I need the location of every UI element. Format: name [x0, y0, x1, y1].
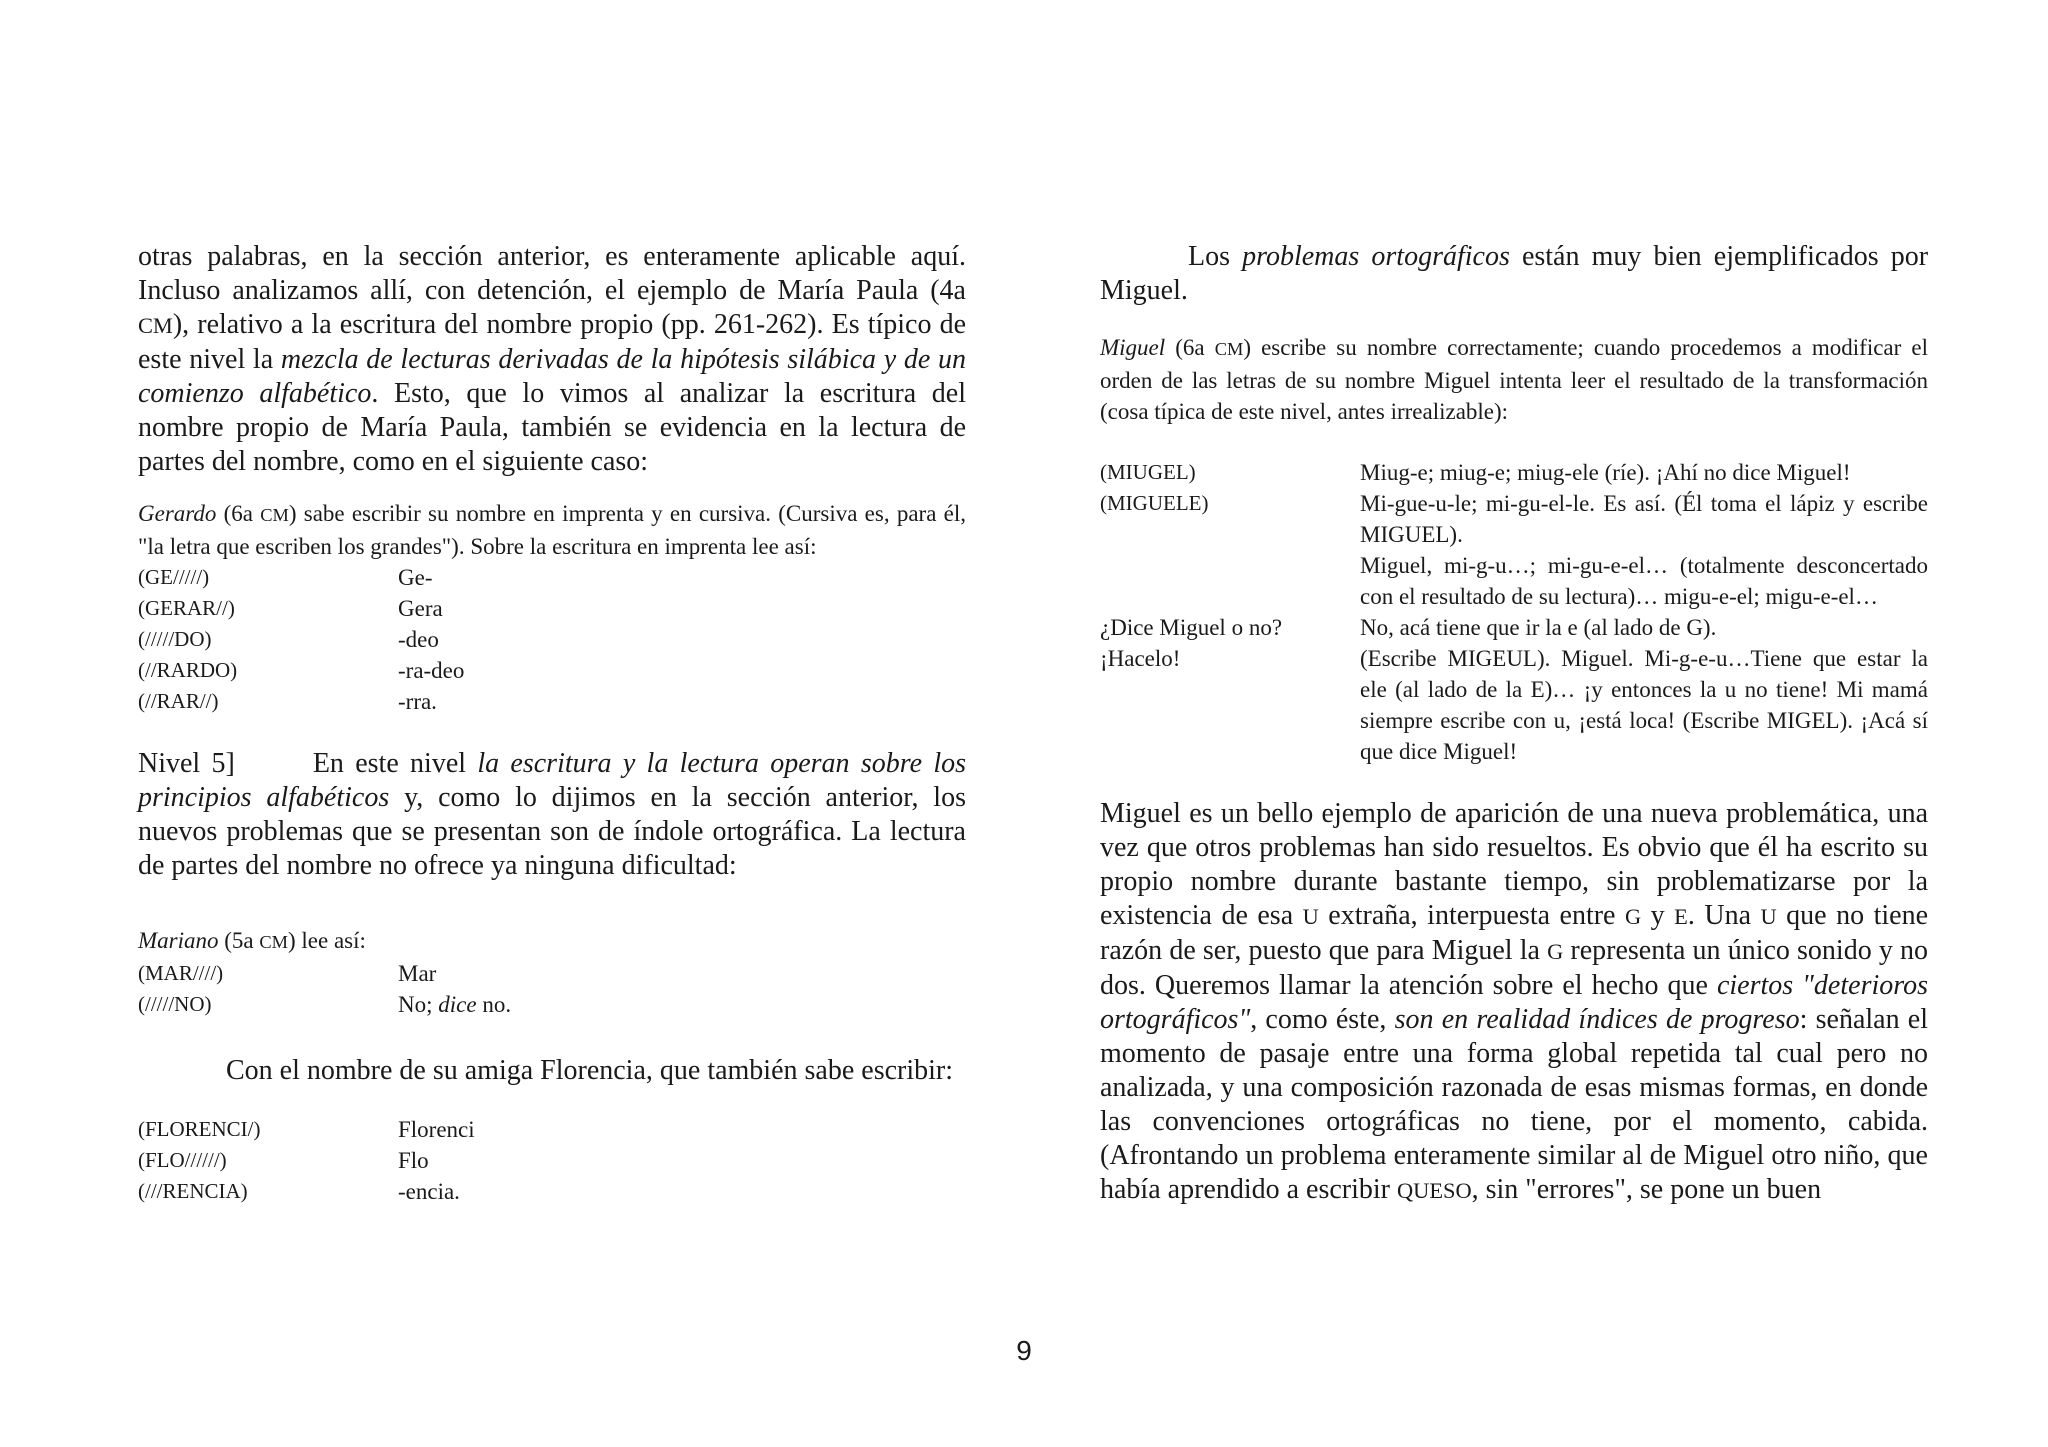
- right-paragraph-1: Los problemas ortográficos están muy bien ejemplificados por Miguel.: [1100, 241, 1929, 306]
- page-number: 9: [1016, 1335, 1032, 1366]
- dialogue-row: ¿Dice Miguel o no? No, acá tiene que ir la e (al lado de G).: [1100, 615, 1717, 640]
- reading-row: (//RAR//) -rra.: [138, 689, 437, 714]
- mariano-readings: [138, 958, 966, 1020]
- gerardo-intro: Gerardo (6a CM) sabe escribir su nombre en imprenta y en cursiva. (Cursiva es, para él, "la letra que escriben los grandes"). Sobre la escritura en imprenta lee así:: [138, 501, 966, 559]
- miguel-intro: Miguel (6a CM) escribe su nombre correctamente; cuando procedemos a modificar el orden de las letras de su nombre Miguel intenta leer el resultado de la transformación (cosa típica de este nivel, antes irrealizable):: [1100, 335, 1928, 424]
- dialogue-row: (MIUGEL) Miug-e; miug-e; miug-ele (ríe). ¡Ahí no dice Miguel!: [1100, 460, 1851, 485]
- reading-row: (/////DO) -deo: [138, 627, 439, 652]
- reading-row: (FLO//////) Flo: [138, 1148, 429, 1173]
- florencia-readings: [138, 1114, 966, 1207]
- right-column: [1100, 240, 1928, 1208]
- dialogue-row: Miguel, mi-g-u…; mi-gu-e-el… (totalmente desconcertado con el resultado de su lectura)… migu-e-el; migu-e-el…: [1360, 553, 1928, 609]
- reading-row: (FLORENCI/) Florenci: [138, 1117, 475, 1142]
- reading-row: (GE/////) Ge-: [138, 565, 433, 590]
- mariano-intro: Mariano (5a CM) lee así:: [138, 928, 366, 953]
- dialogue-row: ¡Hacelo! (Escribe MIGEUL). Miguel. Mi-g-e-u…Tiene que estar la ele (al lado de la E)… ¡y entonces la u no tiene! Mi mamá siempre escribe con u, ¡está loca! (Escribe MIGEL). ¡Acá sí que dice Miguel!: [1100, 646, 1928, 764]
- left-paragraph-1: otras palabras, en la sección anterior, es enteramente aplicable aquí. Incluso analizamos allí, con detención, el ejemplo de María Paula (4a CM), relativo a la escritura del nombre propio (pp. 261-262). Es típico de este nivel la mezcla de lecturas derivadas de la hipótesis silábica y de un comienzo alfabético. Esto, que lo vimos al analizar la escritura del nombre propio de María Paula, también se evidencia en la lectura de partes del nombre, como en el siguiente caso:: [138, 241, 966, 477]
- reading-row: (///RENCIA) -encia.: [138, 1179, 460, 1204]
- reading-row: (//RARDO) -ra-deo: [138, 658, 465, 683]
- gerardo-readings: [138, 562, 966, 717]
- miguel-dialogue: [1100, 457, 1928, 767]
- reading-row: (/////NO) No; dice no.: [138, 992, 512, 1017]
- dialogue-row: (MIGUELE) Mi-gue-u-le; mi-gu-el-le. Es así. (Él toma el lápiz y escribe MIGUEL).: [1100, 491, 1928, 547]
- right-closing-paragraph: Miguel es un bello ejemplo de aparición de una nueva problemática, una vez que otros problemas han sido resueltos. Es obvio que él ha escrito su propio nombre durante bastante tiempo, sin problematizarse por la existencia de esa U extraña, interpuesta entre G y E. Una U que no tiene razón de ser, puesto que para Miguel la G representa un único sonido y no dos. Queremos llamar la atención sobre el hecho que ciertos "deterioros ortográficos", como éste, son en realidad índices de progreso: señalan el momento de pasaje entre una forma global repetida tal cual pero no analizada, y una composición razonada de esas mismas formas, en donde las convenciones ortográficas no tiene, por el momento, cabida. (Afrontando un problema enteramente similar al de Miguel otro niño, que había aprendido a escribir QUESO, sin "errores", se pone un buen: [1100, 798, 1929, 1205]
- reading-row: (MAR////) Mar: [138, 961, 437, 986]
- reading-row: (GERAR//) Gera: [138, 596, 443, 621]
- left-column: [138, 240, 966, 1207]
- nivel-5-paragraph: Nivel 5] En este nivel la escritura y la lectura operan sobre los principios alfabéticos y, como lo dijimos en la sección anterior, los nuevos problemas que se presentan son de índole ortográfica. La lectura de partes del nombre no ofrece ya ninguna dificultad:: [138, 748, 966, 881]
- florencia-intro: Con el nombre de su amiga Florencia, que también sabe escribir:: [226, 1055, 954, 1086]
